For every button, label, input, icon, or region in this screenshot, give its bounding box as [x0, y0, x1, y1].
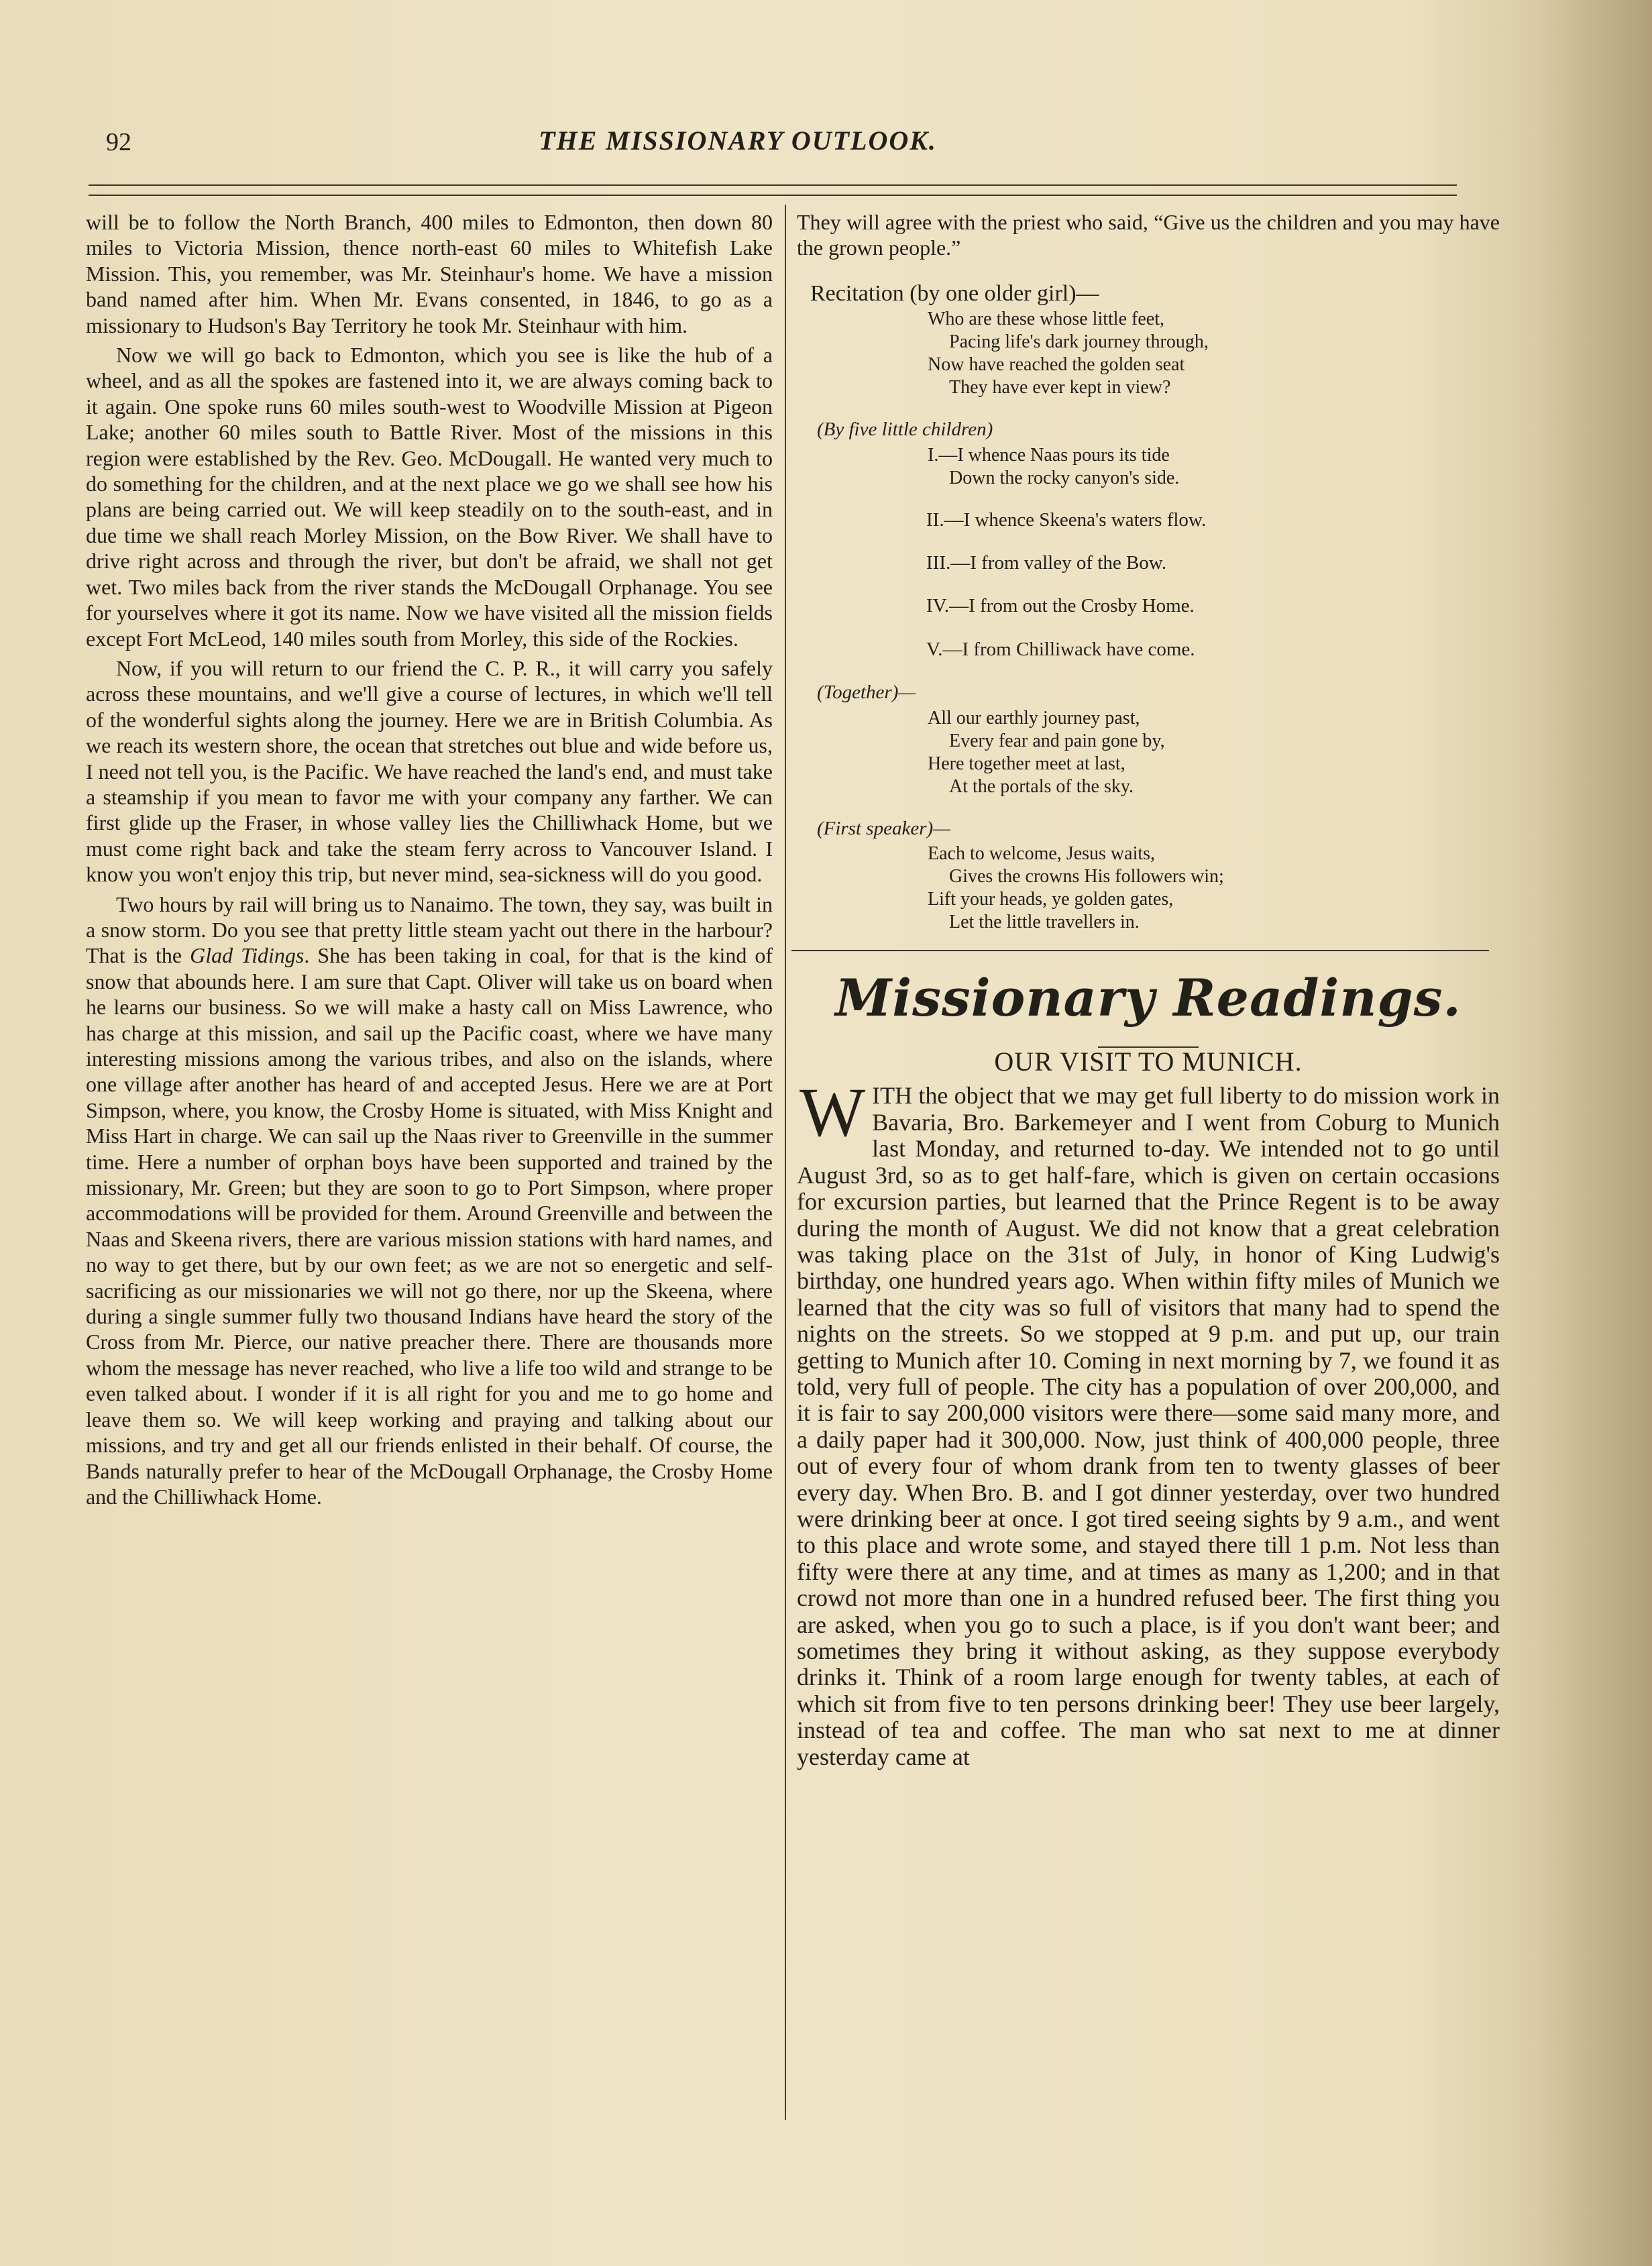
verse-line: Who are these whose little feet,: [928, 309, 1164, 330]
paragraph-text: . She has been taking in coal, for that is the kind of snow that abounds here. I am sure that Capt. Oliver will take us on board when he learns our business. So we will make a hasty call on Miss Lawrence, who has charge at this mission, and sail up the Pacific coast, where we have many interesting missions among the various tribes, and also on the islands, where one village after another has heard of and accepted Jesus. Here we are at Port Simpson, where, you know, the Crosby Home is situated, with Miss Knight and Miss Hart in charge. We can sail up the Naas river to Greenville in the summer time. Here a number of orphan boys have been supported and trained by the missionary, Mr. Green; but they are soon to go to Port Simpson, where proper accommodations will be provided for them. Around Greenville and between the Naas and Skeena rivers, there are various mission stations with hard names, and no way to get there, but by our own feet; as we are not so energetic and self-sacrificing as our missionaries we will not go there, nor up the Skeena, where during a single summer fully two thousand Indians have heard the story of the Cross from Mr. Pierce, our native preacher there. There are thousands more whom the message has never reached, who live a life too wild and strange to be even talked about. I wonder if it is all right for you and me to go home and leave them so. We will keep working and praying and talking about our missions, and try and get all our friends enlisted in their behalf. Of course, the Bands naturally prefer to hear of the McDougall Orphanage, the Crosby Home and the Chilliwhack Home.: [86, 943, 773, 1509]
intro-paragraph: They will agree with the priest who said, “Give us the children and you may have the grown people.”: [797, 210, 1500, 260]
stanza-older-girl: [797, 308, 1500, 399]
section-rule: [791, 950, 1489, 951]
together-label: (Together)—: [817, 682, 916, 704]
recitation-label: Recitation (by one older girl)—: [810, 280, 1099, 306]
verse-line: At the portals of the sky.: [949, 775, 1134, 797]
column-divider: [785, 205, 786, 2120]
article-title: OUR VISIT TO MUNICH.: [994, 1046, 1303, 1077]
page-number: 92: [106, 128, 131, 156]
verse-line: Here together meet at last,: [928, 753, 1125, 774]
running-head: THE MISSIONARY OUTLOOK.: [539, 125, 937, 156]
stanza-together: [797, 707, 1500, 798]
verse-line: Let the little travellers in.: [949, 912, 1140, 933]
paragraph: [86, 892, 773, 1510]
paragraph: Now, if you will return to our friend the C. P. R., it will carry you safely across these mountains, and we'll give a course of lectures, in which we'll tell of the wonderful sights along the journey. Here we are in British Columbia. As we reach its western shore, the ocean that stretches out blue and wide before us, I need not tell you, is the Pacific. We have reached the land's end, and must take a steamship if you mean to favor me with your company any farther. We can first glide up the Fraser, in whose valley lies the Chilliwhack Home, but we must come right back and take the steam ferry across to Vancouver Island. I know you won't enjoy this trip, but never mind, sea-sickness will do you good.: [86, 655, 773, 887]
verse-line: Now have reached the golden seat: [928, 354, 1185, 376]
verse-line: Every fear and pain gone by,: [949, 730, 1165, 751]
verse-line-iii: III.—I from valley of the Bow.: [926, 552, 1167, 574]
drop-cap: W: [800, 1074, 866, 1152]
verse-line: Lift your heads, ye golden gates,: [928, 889, 1174, 910]
verse-line: Pacing life's dark journey through,: [949, 331, 1209, 353]
page-edge-shadow: [1531, 0, 1652, 2266]
article-text: ITH the object that we may get full liberty to do mission work in Bavaria, Bro. Barkemeyer and I went from Coburg to Munich last Monday, and returned to-day. We intended not to go until August 3rd, so as to get half-fare, which is given on certain occasions for excursion parties, but learned that the Prince Regent is to be away during the month of August. We did not know that a great celebration was taking place on the 31st of July, in honor of King Ludwig's birthday, one hundred years ago. When within fifty miles of Munich we learned that the city was so full of visitors that many had to spend the nights on the streets. So we stopped at 9 p.m. and put up, our train getting to Munich after 10. Coming in next morning by 7, we found it as told, very full of people. The city has a population of over 200,000, and it is fair to say 200,000 visitors were there—some said many more, and a daily paper had it 300,000. Now, just think of 400,000 people, three out of every four of whom drank from ten to twenty glasses of beer every day. When Bro. B. and I got dinner yesterday, over two hundred were drinking beer at once. I got tired seeing sights by 9 a.m., and went to this place and wrote some, and stayed there till 1 p.m. Not less than fifty were there at any time, and at times as many as 1,200; and in that crowd not more than one in a hundred refused beer. The first thing you are asked, when you go to such a place, is if you don't want beer; and sometimes they bring it without asking, as they suppose everybody drinks it. Think of a room large enough for twenty tables, at each of which sit from five to ten persons drinking beer! They use beer largely, instead of tea and coffee. The man who sat next to me at dinner yesterday came at: [797, 1082, 1500, 1770]
paragraph: will be to follow the North Branch, 400 miles to Edmonton, then down 80 miles to Victoria Mission, thence north-east 60 miles to Whitefish Lake Mission. This, you remember, was Mr. Steinhaur's home. We have a mission band named after him. When Mr. Evans consented, in 1846, to go as a missionary to Hudson's Bay Territory he took Mr. Steinhaur with him.: [86, 210, 773, 337]
verse-line: Gives the crowns His followers win;: [949, 866, 1224, 887]
paragraph: Now we will go back to Edmonton, which you see is like the hub of a wheel, and as all the spokes are fastened into it, we are always coming back to it again. One spoke runs 60 miles south-west to Woodville Mission at Pigeon Lake; another 60 miles south to Battle River. Most of the missions in this region were established by the Rev. Geo. McDougall. He wanted very much to do something for the children, and at the next place we go we shall see how his plans are being carried out. We will keep steadily on to the south-east, and in due time we shall reach Morley Mission, on the Bow River. We shall have to drive right across and through the river, but don't be afraid, we shall not get wet. Two miles back from the river stands the McDougall Orphanage. You see for yourselves where it got its name. Now we have visited all the mission fields except Fort McLeod, 140 miles south from Morley, this side of the Rockies.: [86, 343, 773, 651]
left-column: [86, 209, 773, 1509]
stanza-first-speaker: [797, 843, 1500, 934]
verse-line-ii: II.—I whence Skeena's waters flow.: [926, 508, 1207, 531]
verse-line: I.—I whence Naas pours its tide: [928, 444, 1170, 466]
first-speaker-label: (First speaker)—: [817, 817, 950, 839]
verse-line: Down the rocky canyon's side.: [949, 467, 1180, 488]
verse-line-iv: IV.—I from out the Crosby Home.: [926, 595, 1195, 617]
verse-line: They have ever kept in view?: [949, 377, 1171, 398]
ship-name: Glad Tidings: [190, 943, 305, 968]
verse-line: All our earthly journey past,: [928, 707, 1140, 729]
header-rule-bottom: [89, 195, 1457, 196]
right-column: [797, 209, 1500, 1770]
ornament-divider: [797, 1032, 1500, 1041]
verse-line: Each to welcome, Jesus waits,: [928, 843, 1156, 865]
verse-line-v: V.—I from Chilliwack have come.: [926, 638, 1195, 660]
section-title: Missionary Readings.: [835, 968, 1462, 1028]
paragraph-text: Two hours by rail will bring us to Nanaimo. The town, they say, was built in a snow storm. Do you see that pretty little steam yacht out there in the harbour? That is the: [86, 892, 773, 968]
children-label: (By five little children): [817, 419, 993, 441]
article-body: [797, 1074, 1500, 1770]
stanza-children: [797, 444, 1500, 490]
header-rule-top: [89, 184, 1457, 186]
